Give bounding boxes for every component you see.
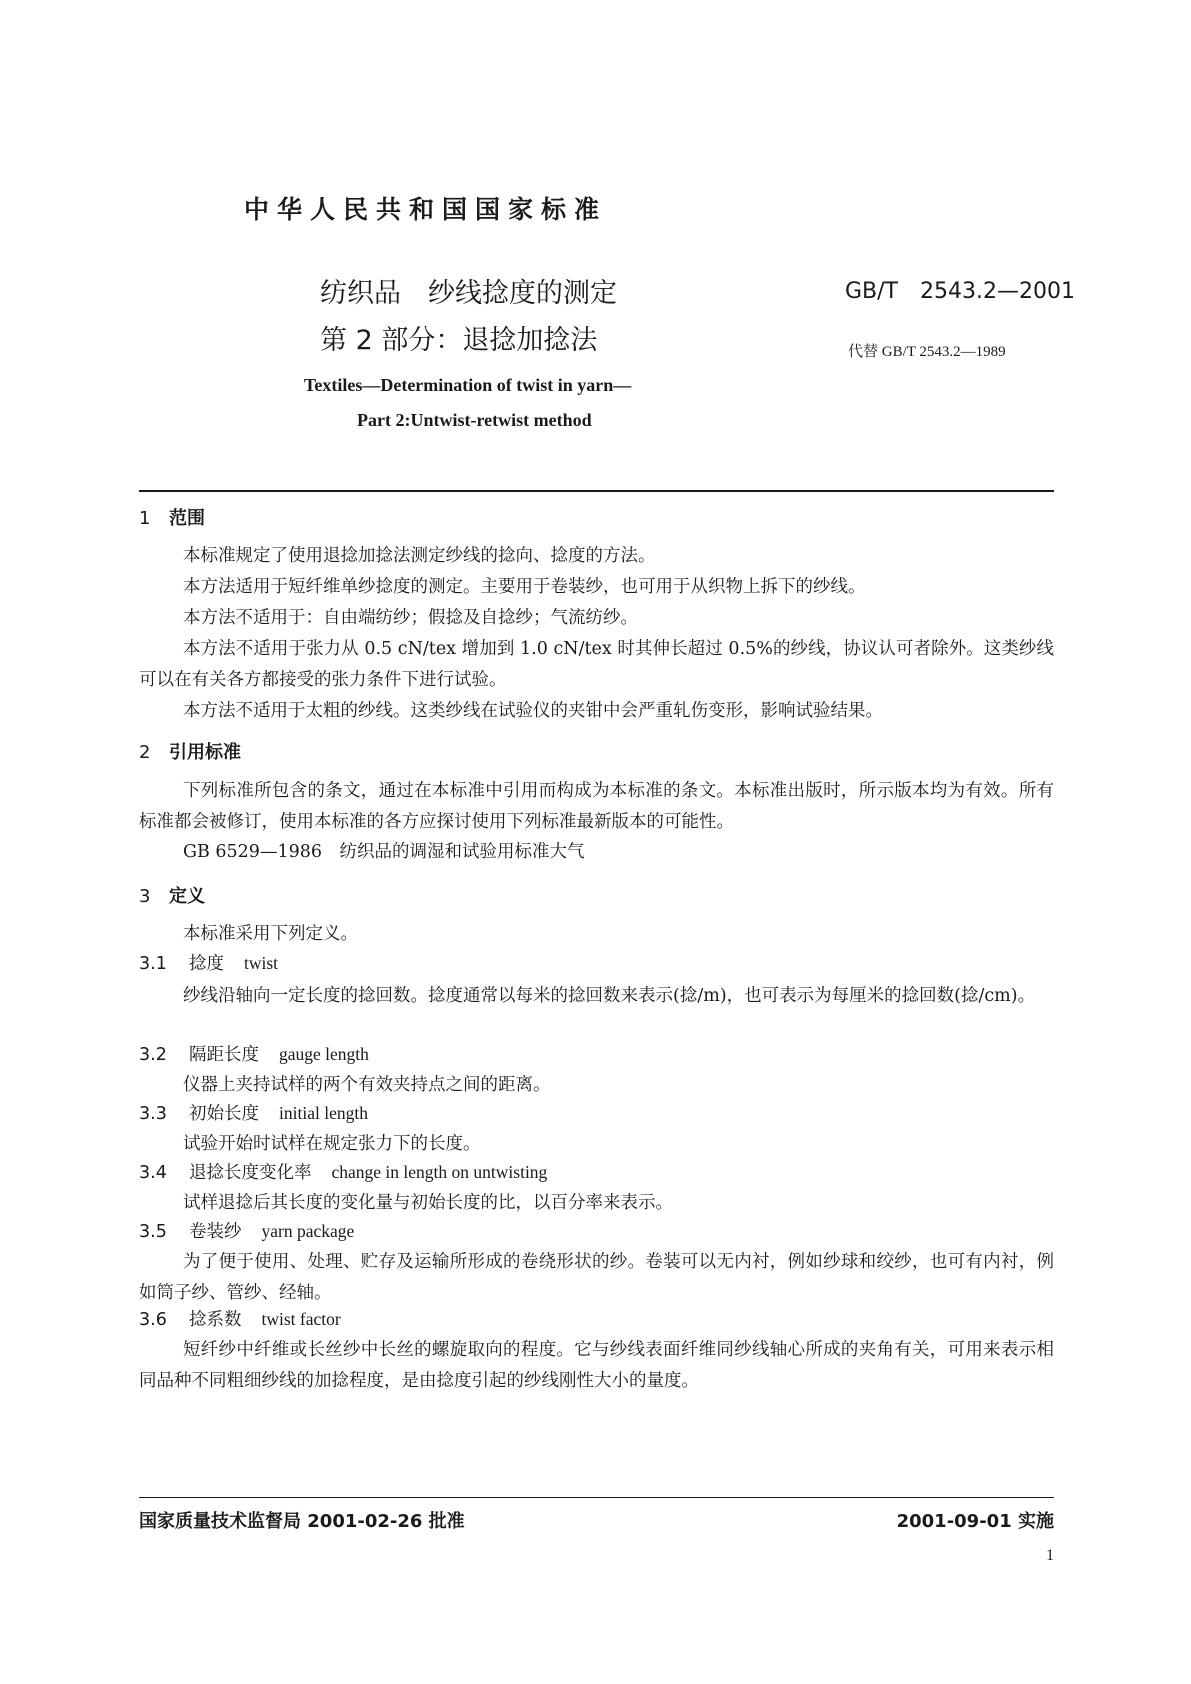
section-3-heading [139, 882, 205, 908]
term-en: twist factor [261, 1309, 341, 1329]
english-title-line2: Part 2:Untwist-retwist method [357, 410, 592, 430]
term-definition: 短纤纱中纤维或长丝纱中长丝的螺旋取向的程度。它与纱线表面纤维同纱线轴心所成的夹角有关，可用来表示相同品种不同粗细纱线的加捻程度，是由捻度引起的纱线刚性大小的量度。 [139, 1340, 1054, 1391]
section-number: 2 [139, 742, 151, 763]
term-zh: 隔距长度 [189, 1045, 259, 1065]
term-zh: 卷装纱 [189, 1222, 242, 1242]
term-3-4 [139, 1159, 547, 1184]
term-definition: 为了便于使用、处理、贮存及运输所形成的卷绕形状的纱。卷装可以无内衬，例如纱球和绞纱，也可有内衬，例如筒子纱、管纱、经轴。 [139, 1252, 1054, 1303]
term-zh: 退捻长度变化率 [189, 1163, 312, 1183]
section-title: 引用标准 [169, 742, 241, 763]
term-zh: 捻系数 [189, 1310, 242, 1330]
term-en: initial length [279, 1103, 368, 1123]
paragraph: 本方法不适用于张力从 0.5 cN/tex 增加到 1.0 cN/tex 时其伸长超过 0.5%的纱线，协议认可者除外。这类纱线可以在有关各方都接受的张力条件下进行试验。 [139, 639, 1054, 690]
term-3-5 [139, 1218, 354, 1243]
term-3-1 [139, 950, 278, 975]
term-number: 3.2 [139, 1045, 167, 1065]
term-definition: 试验开始时试样在规定张力下的长度。 [183, 1134, 481, 1154]
term-number: 3.3 [139, 1104, 167, 1124]
term-en: twist [244, 953, 279, 973]
implementation-date: 2001-09-01 实施 [896, 1511, 1054, 1532]
term-en: yarn package [261, 1221, 355, 1241]
term-number: 3.4 [139, 1163, 167, 1183]
term-zh: 捻度 [189, 954, 224, 974]
section-1-heading [139, 504, 205, 530]
header-divider [139, 490, 1054, 492]
document-title-line2: 第 2 部分：退捻加捻法 [320, 325, 598, 356]
term-number: 3.1 [139, 954, 167, 974]
term-3-2 [139, 1041, 369, 1066]
paragraph: 本标准规定了使用退捻加捻法测定纱线的捻向、捻度的方法。 [183, 546, 656, 566]
reference-item: GB 6529—1986 纺织品的调湿和试验用标准大气 [183, 842, 585, 862]
national-standard-title: 中华人民共和国国家标准 [243, 195, 607, 224]
term-definition: 试样退捻后其长度的变化量与初始长度的比，以百分率来表示。 [183, 1193, 673, 1213]
term-en: gauge length [279, 1044, 369, 1064]
section-number: 1 [139, 508, 151, 529]
paragraph: 本方法适用于短纤维单纱捻度的测定。主要用于卷装纱，也可用于从织物上拆下的纱线。 [183, 577, 866, 597]
term-3-6 [139, 1306, 341, 1331]
term-3-3 [139, 1100, 368, 1125]
term-number: 3.5 [139, 1222, 167, 1242]
term-definition: 纱线沿轴向一定长度的捻回数。捻度通常以每米的捻回数来表示(捻/m)，也可表示为每厘米的捻回数(捻/cm)。 [183, 986, 1036, 1006]
section-number: 3 [139, 886, 151, 907]
paragraph: 本标准采用下列定义。 [183, 924, 358, 944]
english-title-line1: Textiles—Determination of twist in yarn— [304, 375, 632, 395]
paragraph: 本方法不适用于：自由端纺纱；假捻及自捻纱；气流纺纱。 [183, 608, 638, 628]
term-number: 3.6 [139, 1310, 167, 1330]
approval-date: 国家质量技术监督局 2001-02-26 批准 [139, 1511, 465, 1532]
paragraph: 本方法不适用于太粗的纱线。这类纱线在试验仪的夹钳中会严重轧伤变形，影响试验结果。 [183, 701, 883, 721]
paragraph: 下列标准所包含的条文，通过在本标准中引用而构成为本标准的条文。本标准出版时，所示版本均为有效。所有标准都会被修订，使用本标准的各方应探讨使用下列标准最新版本的可能性。 [139, 781, 1054, 832]
page-number: 1 [1046, 1547, 1054, 1564]
footer-divider [139, 1497, 1054, 1498]
section-title: 范围 [169, 508, 205, 529]
term-definition: 仪器上夹持试样的两个有效夹持点之间的距离。 [183, 1075, 551, 1095]
document-title-line1: 纺织品 纱线捻度的测定 [320, 278, 617, 309]
replaces-standard: 代替 GB/T 2543.2—1989 [848, 344, 1006, 360]
section-title: 定义 [169, 886, 205, 907]
term-zh: 初始长度 [189, 1104, 259, 1124]
term-en: change in length on untwisting [331, 1162, 548, 1182]
standard-number: GB/T 2543.2—2001 [845, 279, 1075, 304]
section-2-heading [139, 738, 241, 764]
